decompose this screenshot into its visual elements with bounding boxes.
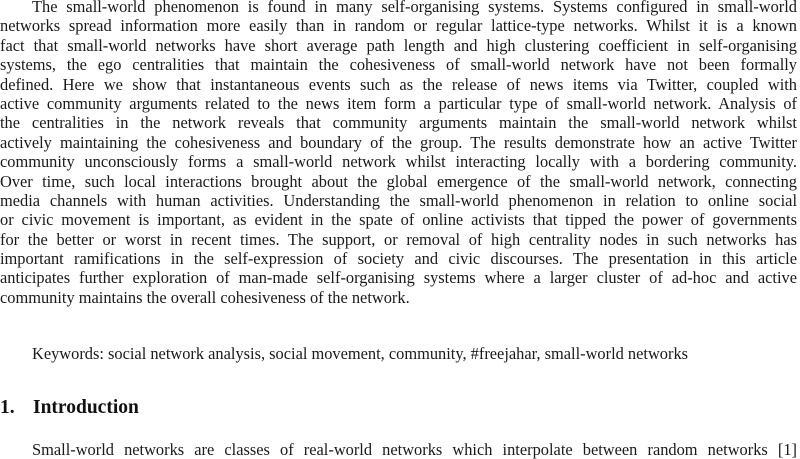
- abstract-line: The small-world phenomenon is found in many self-organising systems. Systems configured in small-world: [32, 0, 797, 16]
- section-number: 1.: [0, 397, 15, 418]
- abstract-line: important ramifications in the self-expression of society and civic discourses. The presentation in this article: [0, 249, 797, 269]
- section-heading: [0, 396, 139, 420]
- abstract-line: actively maintaining the cohesiveness and boundary of the group. The results demonstrate how an active Twitter: [0, 132, 797, 152]
- abstract-line: media channels with human activities. Understanding the small-world phenomenon in relation to online social: [0, 190, 797, 210]
- abstract-line: for the better or worst in recent times. The support, or removal of high centrality nodes in such networks has: [0, 229, 797, 249]
- keywords-line: Keywords: social network analysis, social movement, community, #freejahar, small-world networks: [32, 344, 689, 363]
- section-title: Introduction: [33, 397, 139, 418]
- abstract-line: systems, the ego centralities that maintain the cohesiveness of small-world network have not been formally: [0, 55, 797, 75]
- abstract-line: defined. Here we show that instantaneous events such as the release of news items via Twitter, coupled with: [0, 74, 797, 94]
- abstract-line: community maintains the overall cohesiveness of the network.: [0, 287, 410, 307]
- abstract-line: anticipates further exploration of man-made self-organising systems where a larger cluster of ad-hoc and active: [0, 268, 797, 288]
- abstract-line: or civic movement is important, as evident in the spate of online activists that tipped the power of governments: [0, 210, 797, 230]
- intro-paragraph-line: Small-world networks are classes of real-world networks which interpolate between random networks [1]: [32, 440, 797, 459]
- abstract-line: networks spread information more easily than in random or regular lattice-type networks. Whilst it is a known: [0, 16, 797, 36]
- abstract-line: the centralities in the network reveals that community arguments maintain the small-world network whilst: [0, 113, 797, 133]
- abstract-line: active community arguments related to the news item form a particular type of small-world network. Analysis of: [0, 93, 797, 113]
- abstract-line: Over time, such local interactions brought about the global emergence of the small-world network, connecting: [0, 171, 797, 191]
- abstract-line: fact that small-world networks have short average path length and high clustering coefficient in self-organising: [0, 35, 797, 55]
- abstract-line: community unconsciously forms a small-world network whilst interacting locally with a bordering community.: [0, 152, 797, 172]
